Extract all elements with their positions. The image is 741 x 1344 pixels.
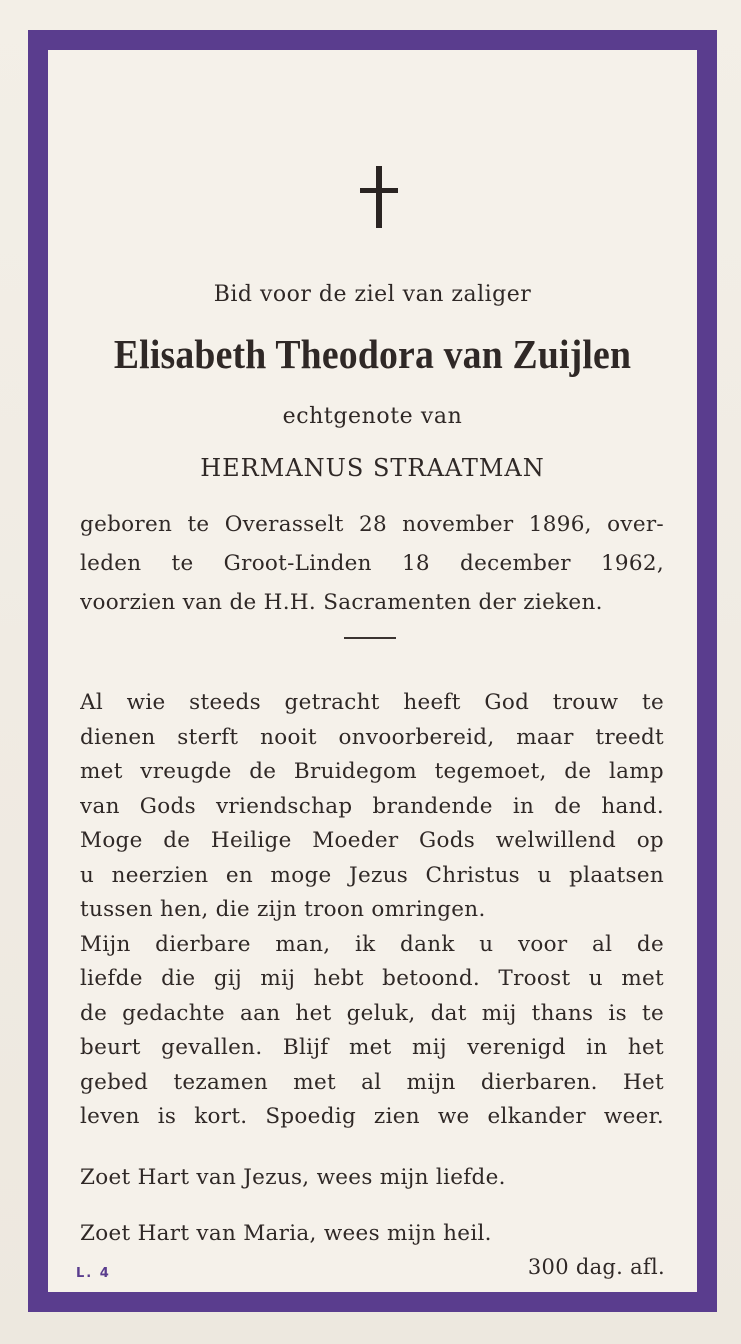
prayer-line: liefde die gij mij hebt betoond. Troost u met	[80, 966, 664, 991]
prayer-line: Mijn dierbare man, ik dank u voor al de	[80, 931, 664, 957]
prayer-line: beurt gevallen. Blijf met mij verenigd in het	[80, 1035, 664, 1060]
bio-line: voorzien van de H.H. Sacramenten der zieken.	[80, 590, 603, 615]
prayer-line: met vreugde de Bruidegom tegemoet, de lamp	[80, 759, 664, 784]
cross-icon	[360, 166, 400, 232]
closing-prayer-maria: Zoet Hart van Maria, wees mijn heil.	[80, 1221, 492, 1246]
prayer-line: van Gods vriendschap brandende in de hand.	[80, 793, 664, 819]
intro-text: Bid voor de ziel van zaliger	[213, 282, 532, 307]
bio-line: leden te Groot-Linden 18 december 1962,	[80, 551, 664, 576]
bio-line: geboren te Overasselt 28 november 1896, over-	[80, 512, 664, 537]
deceased-name: Elisabeth Theodora van Zuijlen	[113, 331, 632, 377]
print-code: L. 4	[76, 1266, 111, 1281]
prayer-text	[80, 686, 664, 1135]
prayer-line: de gedachte aan het geluk, dat mij thans is te	[80, 1000, 664, 1026]
prayer-line: dienen sterft nooit onvoorbereid, maar treedt	[80, 724, 664, 750]
prayer-line: gebed tezamen met al mijn dierbaren. Het	[80, 1069, 664, 1095]
prayer-line: tussen hen, die zijn troon omringen.	[80, 897, 486, 922]
spouse-name: HERMANUS STRAATMAN	[200, 454, 545, 482]
prayer-line: leven is kort. Spoedig zien we elkander weer.	[80, 1104, 664, 1129]
mourning-border	[28, 30, 717, 1312]
prayer-line: Al wie steeds getracht heeft God trouw te	[80, 690, 664, 715]
indulgence-note: 300 dag. afl.	[527, 1255, 665, 1279]
spouse-intro-text: echtgenote van	[282, 404, 463, 429]
card-content	[48, 50, 697, 1292]
prayer-line: Moge de Heilige Moeder Gods welwillend op	[80, 828, 664, 853]
closing-prayer-jesus: Zoet Hart van Jezus, wees mijn liefde.	[80, 1165, 506, 1190]
divider	[344, 637, 396, 639]
prayer-line: u neerzien en moge Jezus Christus u plaatsen	[80, 862, 664, 888]
biography	[80, 505, 664, 622]
